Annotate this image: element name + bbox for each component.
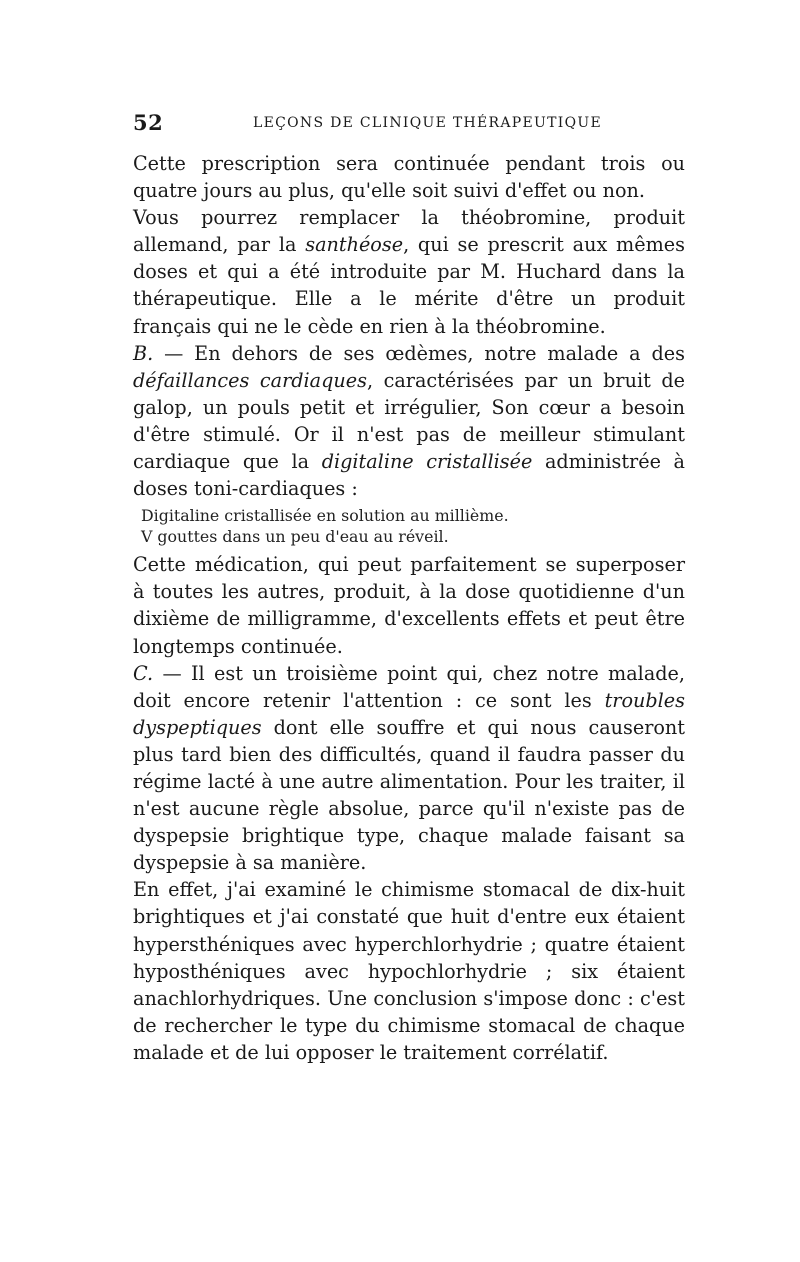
- prescription-block: [141, 506, 685, 547]
- paragraph-6: En effet, j'ai examiné le chimisme stomacal de dix-huit brightiques et j'ai constaté que huit d'entre eux étaient hypersthéniques avec hyperchlorhydrie ; quatre étaient hyposthéniques avec hypochlorhydrie ; six étaient anachlorhydriques. Une conclusion s'impose donc : c'est de rechercher le type du chimisme stomacal de chaque malade et de lui opposer le traitement corrélatif.: [133, 878, 685, 1064]
- paragraph-2-text-a: Vous pourrez remplacer la théobromine, produit allemand, par la: [133, 206, 685, 257]
- paragraph-3-text-c: administrée à doses toni-cardiaques :: [133, 450, 685, 501]
- italic-digitaline: digitaline cristallisée: [321, 450, 533, 474]
- italic-defaillances: défaillances cardiaques: [133, 368, 367, 392]
- prescription-line-1: Digitaline cristallisée en solution au millième.: [141, 506, 509, 526]
- italic-troubles: troubles dyspeptiques: [133, 688, 685, 739]
- paragraph-4: Cette médication, qui peut parfaitement se superposer à toutes les autres, produit, à la dose quotidienne d'un dixième de milligramme, d'excellents effets et peut être longtemps continuée.: [133, 553, 685, 658]
- body-text: [133, 150, 685, 1066]
- page-header: [133, 110, 683, 138]
- section-letter-c: C.: [133, 661, 154, 685]
- page-number: 52: [133, 110, 164, 135]
- paragraph-3: [133, 340, 685, 503]
- section-letter-b: B.: [133, 341, 154, 365]
- prescription-line-2: V gouttes dans un peu d'eau au réveil.: [141, 526, 449, 546]
- paragraph-5-text-b: dont elle souffre et qui nous causeront plus tard bien des difficultés, quand il faudra passer du régime lacté à une autre alimentation. Pour les traiter, il n'est aucune règle absolue, parce qu'il n'existe pas de dyspepsie brightique type, chaque malade faisant sa dyspepsie à sa manière.: [133, 715, 685, 875]
- paragraph-3-text-b: , caractérisées par un bruit de galop, un pouls petit et irrégulier, Son cœur a besoin d'être stimulé. Or il n'est pas de meilleur stimulant cardiaque que la: [133, 368, 685, 474]
- running-head: LEÇONS DE CLINIQUE THÉRAPEUTIQUE: [253, 115, 602, 131]
- paragraph-2-text-b: , qui se prescrit aux mêmes doses et qui a été introduite par M. Huchard dans la thérapeutique. Elle a le mérite d'être un produit français qui ne le cède en rien à la théobromine.: [133, 233, 685, 338]
- paragraph-5-text-a: — Il est un troisième point qui, chez notre malade, doit encore retenir l'attention : ce sont les: [133, 661, 685, 712]
- italic-santheose: santhéose: [305, 233, 404, 257]
- paragraph-3-text-a: — En dehors de ses œdèmes, notre malade a des: [153, 341, 685, 365]
- paragraph-1: Cette prescription sera continuée pendant trois ou quatre jours au plus, qu'elle soit suivi d'effet ou non.: [133, 152, 685, 203]
- paragraph-2: [133, 204, 685, 339]
- paragraph-5: [133, 660, 685, 877]
